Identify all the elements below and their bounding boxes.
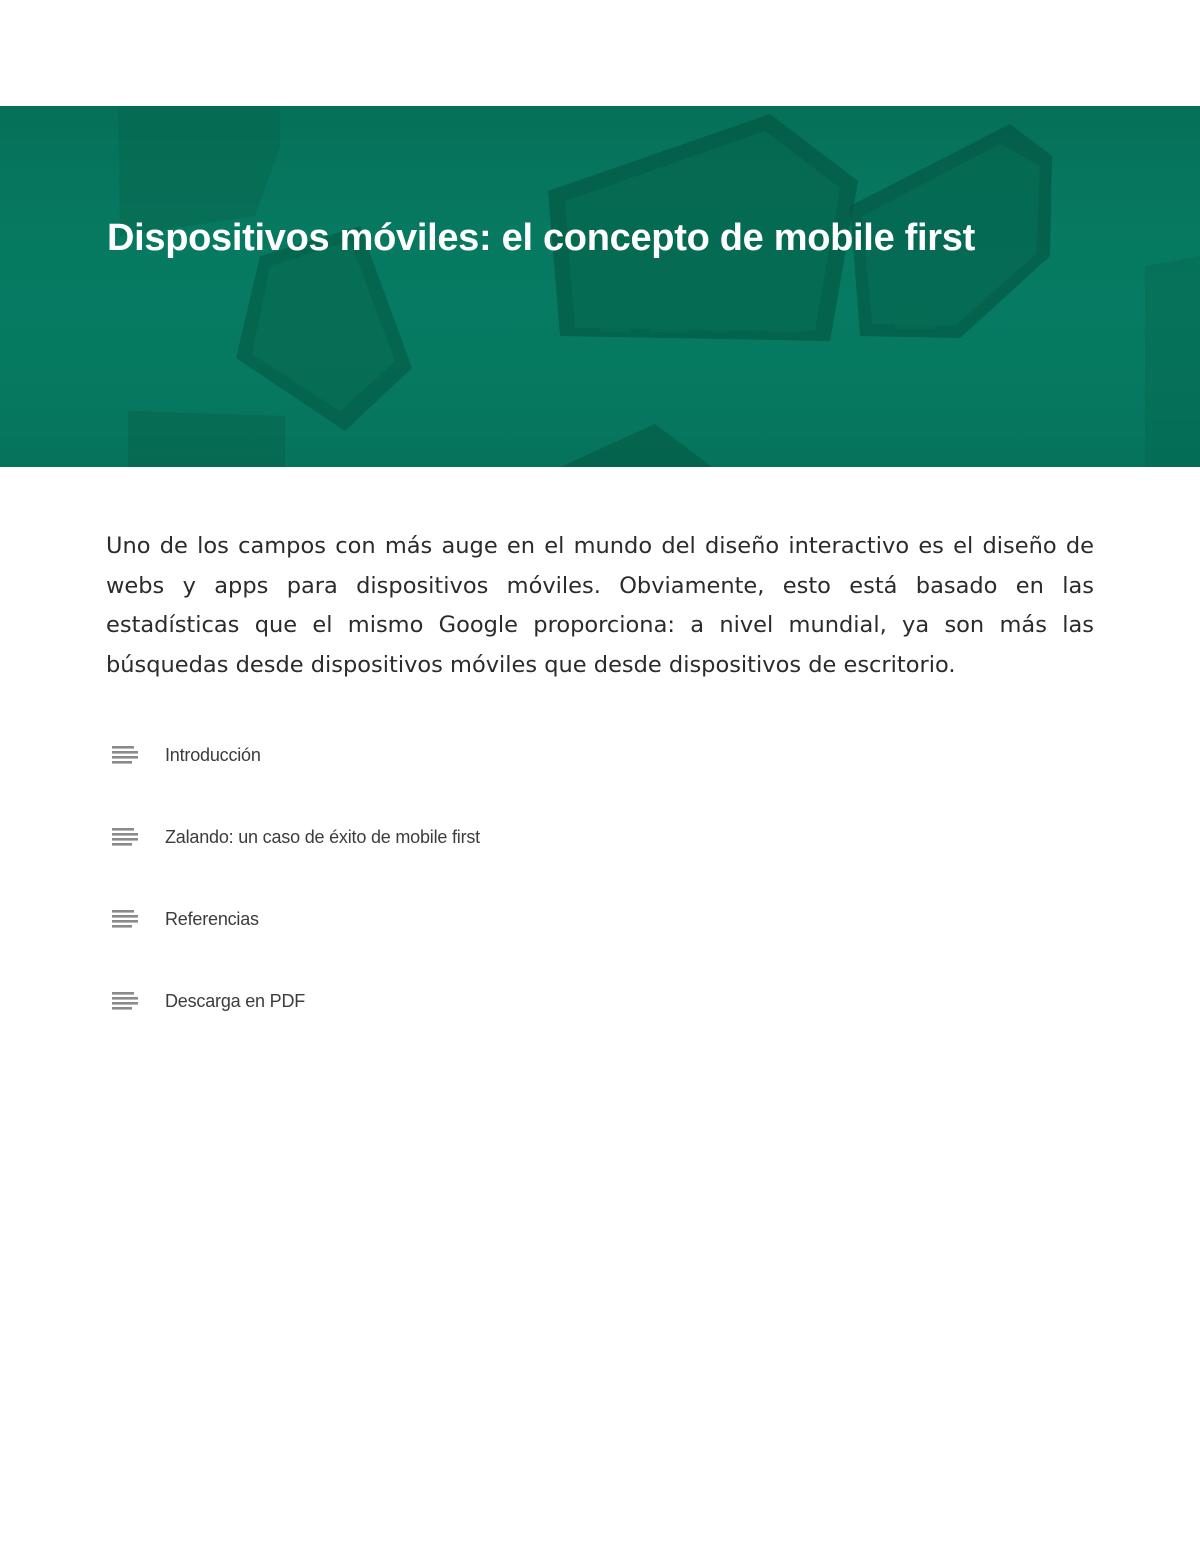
text-lines-icon <box>112 745 142 765</box>
toc-item-descarga-pdf[interactable] <box>112 976 812 1026</box>
table-of-contents <box>112 730 812 1058</box>
toc-item-label: Descarga en PDF <box>165 990 306 1011</box>
toc-item-zalando[interactable] <box>112 812 812 862</box>
page-title: Dispositivos móviles: el concepto de mobile first <box>107 217 975 259</box>
text-lines-icon <box>112 827 142 847</box>
text-lines-icon <box>112 909 142 929</box>
building-background-image <box>0 106 1200 467</box>
toc-item-referencias[interactable] <box>112 894 812 944</box>
header-banner <box>0 106 1200 467</box>
toc-item-label: Referencias <box>165 908 259 929</box>
intro-paragraph: Uno de los campos con más auge en el mundo del diseño interactivo es el diseño de webs y apps para dispositivos móviles. Obviamente, esto está basado en las estadísticas que el mismo Google proporciona: a nivel mundial, ya son más las búsquedas desde dispositivos móviles que desde dispositivos de escritorio. <box>106 533 1094 678</box>
text-lines-icon <box>112 991 142 1011</box>
toc-item-label: Zalando: un caso de éxito de mobile first <box>165 826 480 847</box>
toc-item-introduccion[interactable] <box>112 730 812 780</box>
toc-item-label: Introducción <box>165 744 261 765</box>
